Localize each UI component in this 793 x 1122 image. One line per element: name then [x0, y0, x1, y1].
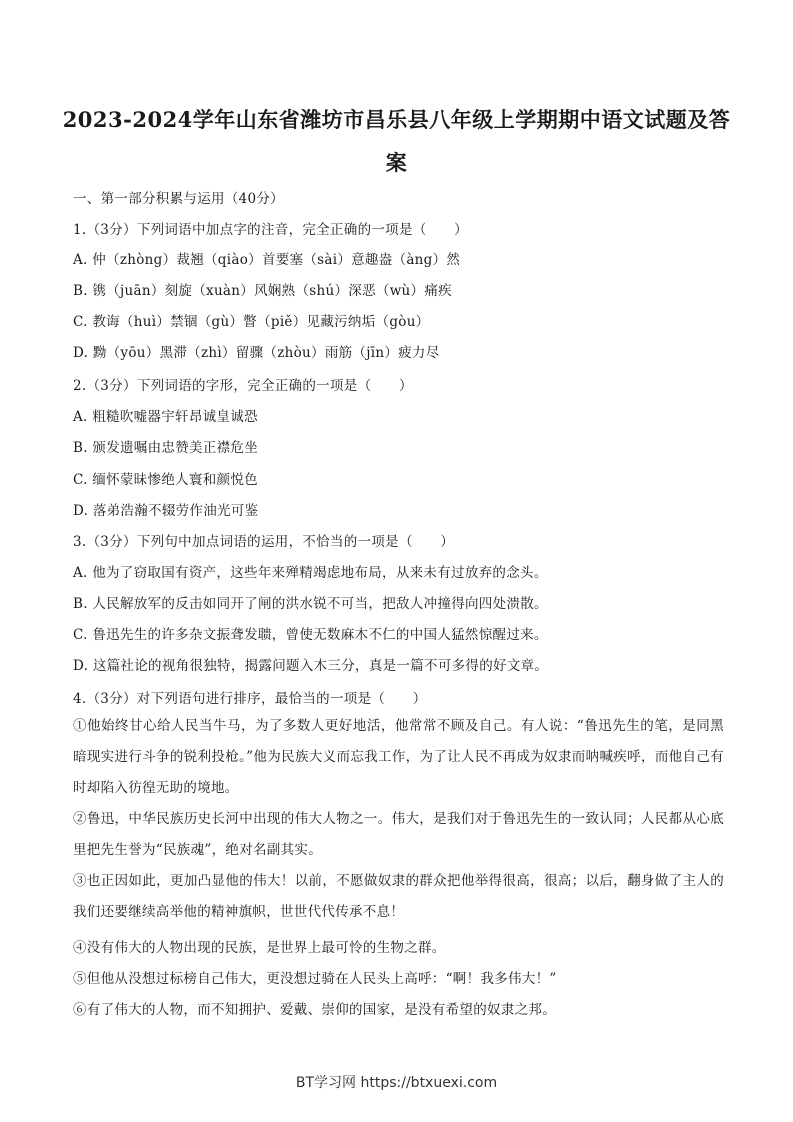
question-2-option-b: B. 颁发遗嘱由忠赞美正襟危坐 — [73, 440, 259, 456]
question-2-stem: 2.（3分）下列词语的字形，完全正确的一项是（ ） — [73, 378, 413, 394]
question-1-stem: 1.（3分）下列词语中加点字的注音，完全正确的一项是（ ） — [73, 222, 468, 238]
question-4-stem: 4.（3分）对下列语句进行排序，最恰当的一项是（ ） — [73, 691, 427, 707]
document-title-line2: 案 — [385, 150, 408, 175]
question-3-option-c: C. 鲁迅先生的许多杂文振聋发聩，曾使无数麻木不仁的中国人猛然惊醒过来。 — [73, 627, 548, 643]
footer-watermark-link[interactable]: BT学习网 https://btxuexi.com — [295, 1075, 498, 1091]
question-3-option-b: B. 人民解放军的反击如同开了闸的洪水锐不可当，把敌人冲撞得向四处溃散。 — [73, 596, 548, 612]
question-1-option-c: C. 教诲（huì）禁锢（gù）瞥（piě）见藏污纳垢（gòu） — [73, 314, 430, 330]
question-2-option-a: A. 粗糙吹嘘器宇轩昂诚皇诚恐 — [73, 409, 258, 425]
question-1-option-b: B. 镌（juān）刻旋（xuàn）风娴熟（shú）深恶（wù）痛疾 — [73, 283, 452, 299]
question-1-option-d: D. 黝（yōu）黑滞（zhì）留骤（zhòu）雨筋（jīn）疲力尽 — [73, 345, 440, 361]
question-2-option-c: C. 缅怀蒙昧惨绝人寰和颜悦色 — [73, 472, 258, 488]
section-heading: 一、第一部分积累与运用（40分） — [73, 191, 284, 207]
question-2-option-d: D. 落弟浩瀚不辍劳作油光可鉴 — [73, 503, 259, 519]
question-3-option-d: D. 这篇社论的视角很独特，揭露问题入木三分，真是一篇不可多得的好文章。 — [73, 658, 549, 674]
question-4-sentence-6: ⑥有了伟大的人物，而不知拥护、爱戴、崇仰的国家，是没有希望的奴隶之邦。 — [73, 1002, 556, 1018]
question-4-sentence-2: ②鲁迅，中华民族历史长河中出现的伟大人物之一。伟大，是我们对于鲁迅先生的一致认同；人民都从心底里把先生誉为“民族魂”，绝对名副其实。 — [73, 811, 724, 858]
question-4-sentence-4: ④没有伟大的人物出现的民族，是世界上最可怜的生物之群。 — [73, 940, 446, 956]
question-3-stem: 3.（3分）下列句中加点词语的运用，不恰当的一项是（ ） — [73, 534, 455, 550]
question-3-option-a: A. 他为了窃取国有资产，这些年来殚精竭虑地布局，从来未有过放弃的念头。 — [73, 565, 548, 581]
question-4-sentence-1: ①他始终甘心给人民当牛马，为了多数人更好地活，他常常不顾及自己。有人说：“鲁迅先生的笔，是同黑暗现实进行斗争的锐利投枪。”他为民族大义而忘我工作，为了让人民不再成为奴隶而呐喊疾呼，而他自己有时却陷入彷徨无助的境地。 — [73, 718, 724, 796]
question-1-option-a: A. 仲（zhòng）裁翘（qiào）首要塞（sài）意趣盎（àng）然 — [73, 252, 461, 268]
question-4-sentence-3: ③也正因如此，更加凸显他的伟大！以前，不愿做奴隶的群众把他举得很高，很高；以后，翻身做了主人的我们还要继续高举他的精神旗帜，世世代代传承不息！ — [73, 873, 724, 920]
question-4-sentence-5: ⑤但他从没想过标榜自己伟大，更没想过骑在人民头上高呼：“啊！我多伟大！” — [73, 971, 557, 987]
document-title-line1: 2023-2024学年山东省潍坊市昌乐县八年级上学期期中语文试题及答 — [62, 107, 731, 132]
